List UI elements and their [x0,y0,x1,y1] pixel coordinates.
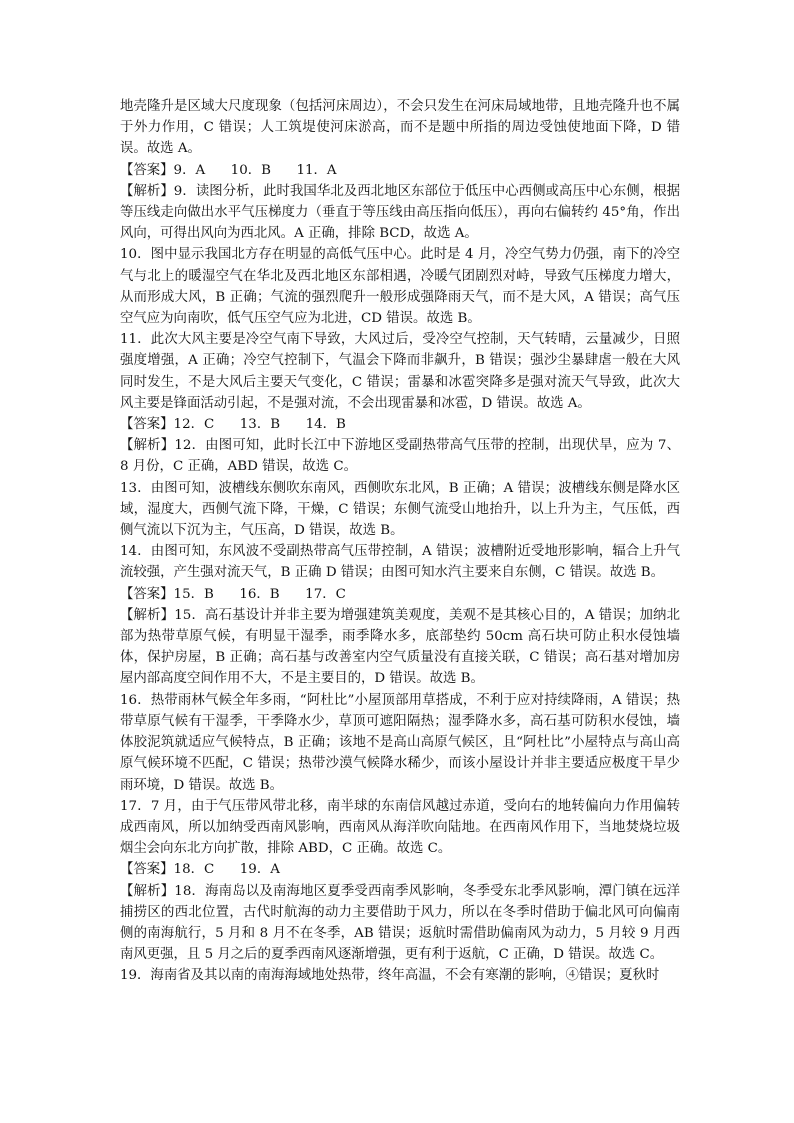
paragraph-continuation-8: 地壳隆升是区域大尺度现象（包括河床周边），不会只发生在河床局域地带，且地壳隆升也不属于外力作用，C 错误；人工筑堤使河床淤高，而不是题中所指的周边受蚀使地面下降，D 错误。故选 A。 [120,99,680,157]
analysis-q13: 13．由图可知，波槽线东侧吹东南风，西侧吹东北风，B 正确；A 错误；波槽线东侧是降水区域，湿度大，西侧气流下降，干燥，C 错误；东侧气流受山地抬升，以上升为主，气压低，西侧气流以下沉为主，气压高，D 错误，故选 B。 [120,480,680,539]
analysis-q12: 【解析】12．由图可知，此时长江中下游地区受副热带高气压带的控制，出现伏旱，应为 7、8 月份，C 正确，ABD 错误，故选 C。 [120,438,680,475]
analysis-q18: 【解析】18．海南岛以及南海地区夏季受西南季风影响，冬季受东北季风影响，潭门镇在远洋捕捞区的西北位置，古代时航海的动力主要借助于风力，所以在冬季时借助于偏北风可向偏南侧的南海航行，5 月和 8 月不在冬季，AB 错误；返航时需借助偏南风为动力，5 月较 9 月西南风更强，且 5 月之后的夏季西南风逐渐增强，更有利于返航，C 正确，D 错误。故选 C。 [120,883,680,963]
answer-line-12-14: 【答案】12．C 13．B 14．B [120,417,346,433]
analysis-q10: 10．图中显示我国北方存在明显的高低气压中心。此时是 4 月，冷空气势力仍强，南下的冷空气与北上的暖湿空气在华北及西北地区东部相遇，冷暖气团剧烈对峙，导致气压梯度力增大，从而形成大风，B 正确；气流的强烈爬升一般形成强降雨天气，而不是大风，A 错误；高气压空气应为向南吹，低气压空气应为北进，CD 错误。故选 B。 [120,247,680,327]
analysis-q17: 17．7 月，由于气压带风带北移，南半球的东南信风越过赤道，受向右的地转偏向力作用偏转成西南风，所以加纳受西南风影响，西南风从海洋吹向陆地。在西南风作用下，当地焚烧垃圾烟尘会向东北方向扩散，排除 ABD，C 正确。故选 C。 [120,798,680,857]
analysis-q14: 14．由图可知，东风波不受副热带高气压带控制，A 错误；波槽附近受地形影响，辐合上升气流较强，产生强对流天气，B 正确 D 错误；由图可知水汽主要来自东侧，C 错误。故选 B。 [120,544,680,581]
answer-line-18-19: 【答案】18．C 19．A [120,862,280,878]
analysis-q9: 【解析】9．读图分析，此时我国华北及西北地区东部位于低压中心西侧或高压中心东侧，根据等压线走向做出水平气压梯度力（垂直于等压线由高压指向低压），再向右偏转约 45°角，作出风向，可得出风向为西北风。A 正确，排除 BCD，故选 A。 [120,183,680,242]
analysis-q19: 19．海南省及其以南的南海海域地处热带，终年高温，不会有寒潮的影响，④错误；夏秋时 [120,968,660,984]
analysis-q11: 11．此次大风主要是冷空气南下导致，大风过后，受冷空气控制，天气转晴，云量减少，日照强度增强，A 正确；冷空气控制下，气温会下降而非飙升，B 错误；强沙尘暴肆虐一般在大风同时发生，不是大风后主要天气变化，C 错误；雷暴和冰雹突降多是强对流天气导致，此次大风主要是锋面活动引起，不是强对流，不会出现雷暴和冰雹，D 错误。故选 A。 [120,332,680,411]
answer-line-15-17: 【答案】15．B 16．B 17．C [120,586,346,602]
answer-line-9-11: 【答案】9．A 10．B 11．A [120,162,337,178]
document-page [120,96,680,987]
analysis-q16: 16．热带雨林气候全年多雨，“阿杜比”小屋顶部用草搭成，不利于应对持续降雨，A 错误；热带草原气候有干湿季，干季降水少，草顶可遮阳隔热；湿季降水多，高石基可防积水侵蚀，墙体胶泥筑就适应气候特点，B 正确；该地不是高山高原气候区，且“阿杜比”小屋特点与高山高原气候环境不匹配，C 错误；热带沙漠气候降水稀少，而该小屋设计并非主要适应极度干旱少雨环境，D 错误。故选 B。 [120,692,680,793]
analysis-q15: 【解析】15．高石基设计并非主要为增强建筑美观度，美观不是其核心目的，A 错误；加纳北部为热带草原气候，有明显干湿季，雨季降水多，底部垫约 50cm 高石块可防止积水侵蚀墙体，保护房屋，B 正确；高石基与改善室内空气质量没有直接关联，C 错误；高石基对增加房屋内部高度空间作用不大，不是主要目的，D 错误。故选 B。 [120,607,680,687]
